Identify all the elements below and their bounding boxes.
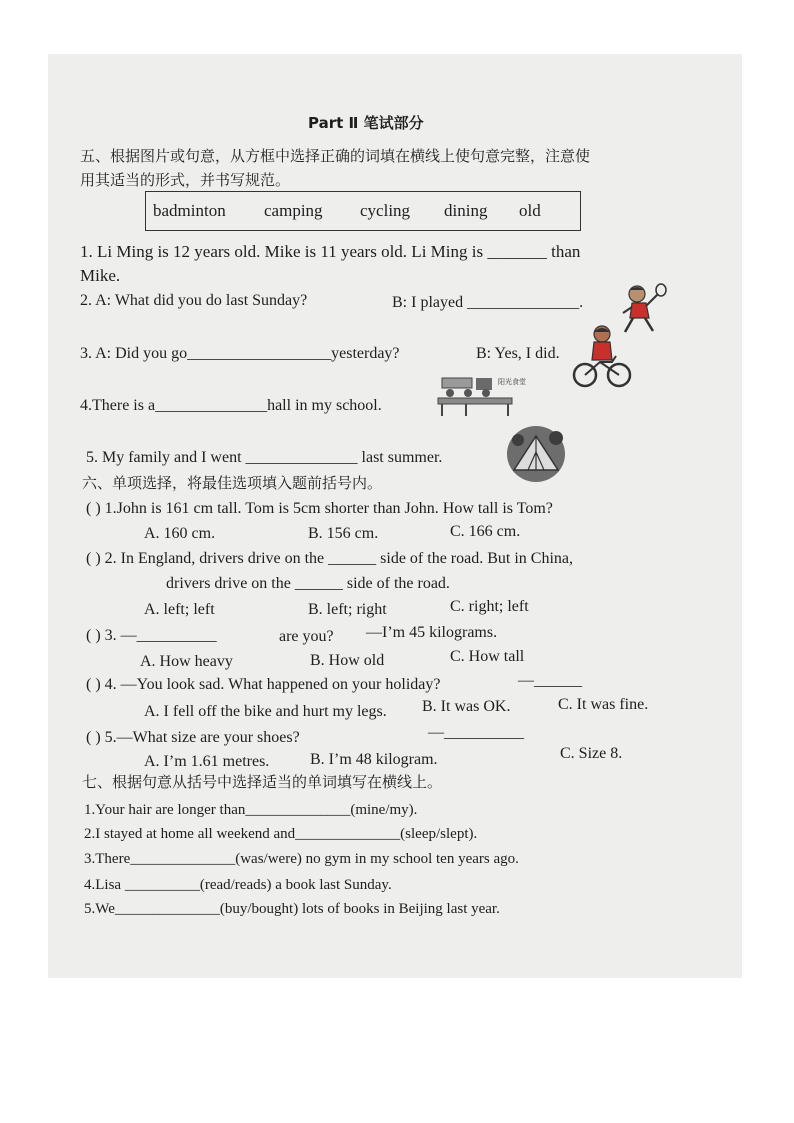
s5-q1-line1: 1. Li Ming is 12 years old. Mike is 11 years old. Li Ming is _______ than	[80, 242, 581, 261]
s6-q4-option-b: B. It was OK.	[422, 698, 511, 715]
s6-q3-part2: are you?	[279, 628, 334, 645]
s6-q4-option-a: A. I fell off the bike and hurt my legs.	[144, 703, 387, 720]
word-bank-box	[145, 191, 581, 231]
s6-q5-question: ( ) 5.—What size are your shoes?	[86, 729, 300, 746]
s6-q1: ( ) 1.John is 161 cm tall. Tom is 5cm shorter than John. How tall is Tom?	[86, 500, 553, 517]
s6-q3-option-a: A. How heavy	[140, 653, 233, 670]
s6-q4-answer-blank: —______	[518, 672, 582, 689]
s6-q2-option-a: A. left; left	[144, 601, 215, 618]
dining-hall-picture	[436, 374, 526, 418]
s7-item: 5.We______________(buy/bought) lots of books in Beijing last year.	[84, 901, 500, 917]
s5-q4: 4.There is a______________hall in my school.	[80, 397, 382, 414]
word-bank-item: cycling	[360, 201, 411, 220]
s6-q5-option-c: C. Size 8.	[560, 745, 623, 762]
s6-q3-part1: ( ) 3. —__________	[86, 627, 217, 644]
word-bank-item: old	[519, 201, 541, 220]
camping-tent-picture	[506, 422, 566, 484]
page-title: Part Ⅱ 笔试部分	[308, 114, 424, 132]
dining-hall-sign: 阳光食堂	[498, 378, 526, 386]
s6-q4-question: ( ) 4. —You look sad. What happened on your holiday?	[86, 676, 441, 693]
s7-item: 2.I stayed at home all weekend and______________(sleep/slept).	[84, 826, 478, 842]
s6-q5-option-a: A. I’m 1.61 metres.	[144, 753, 270, 770]
s6-q3-option-b: B. How old	[310, 652, 385, 669]
section5-heading-line2: 用其适当的形式，并书写规范。	[80, 171, 291, 189]
s5-q1-line2: Mike.	[80, 266, 121, 285]
s7-item: 3.There______________(was/were) no gym in my school ten years ago.	[84, 851, 519, 867]
s5-q2-question: 2. A: What did you do last Sunday?	[80, 292, 308, 309]
s6-q5-answer-blank: —__________	[428, 724, 524, 741]
s5-q3-answer: B: Yes, I did.	[476, 345, 560, 362]
s6-q2-line2: drivers drive on the ______ side of the road.	[166, 575, 450, 592]
s7-item: 4.Lisa __________(read/reads) a book last Sunday.	[84, 877, 392, 893]
section5-heading-line1: 五、根据图片或句意，从方框中选择正确的词填在横线上使句意完整，注意使	[80, 147, 591, 165]
s6-q4-option-c: C. It was fine.	[558, 696, 649, 713]
s6-q2-line1: ( ) 2. In England, drivers drive on the ______ side of the road. But in China,	[86, 550, 574, 567]
s6-q3-option-c: C. How tall	[450, 648, 525, 665]
s6-q2-option-b: B. left; right	[308, 601, 387, 618]
s6-q1-option-c: C. 166 cm.	[450, 523, 521, 540]
s5-q3-question: 3. A: Did you go__________________yesterday?	[80, 345, 400, 362]
word-bank-item: badminton	[153, 201, 226, 220]
s5-q5: 5. My family and I went ______________ last summer.	[86, 449, 443, 466]
cycling-boy-picture	[572, 322, 632, 390]
s6-q5-option-b: B. I’m 48 kilogram.	[310, 751, 438, 768]
s6-q3-part3: —I’m 45 kilograms.	[366, 624, 498, 641]
s6-q1-option-a: A. 160 cm.	[144, 525, 216, 542]
s5-q2-answer: B: I played ______________.	[392, 294, 584, 311]
section7-heading: 七、根据句意从括号中选择适当的单词填写在横线上。	[82, 773, 443, 791]
section6-heading: 六、单项选择，将最佳选项填入题前括号内。	[82, 474, 383, 492]
s6-q1-option-b: B. 156 cm.	[308, 525, 379, 542]
s7-item: 1.Your hair are longer than______________(mine/my).	[84, 802, 418, 818]
s6-q2-option-c: C. right; left	[450, 598, 529, 615]
word-bank-item: camping	[264, 201, 323, 220]
word-bank-item: dining	[444, 201, 488, 220]
exam-sheet	[48, 54, 742, 978]
